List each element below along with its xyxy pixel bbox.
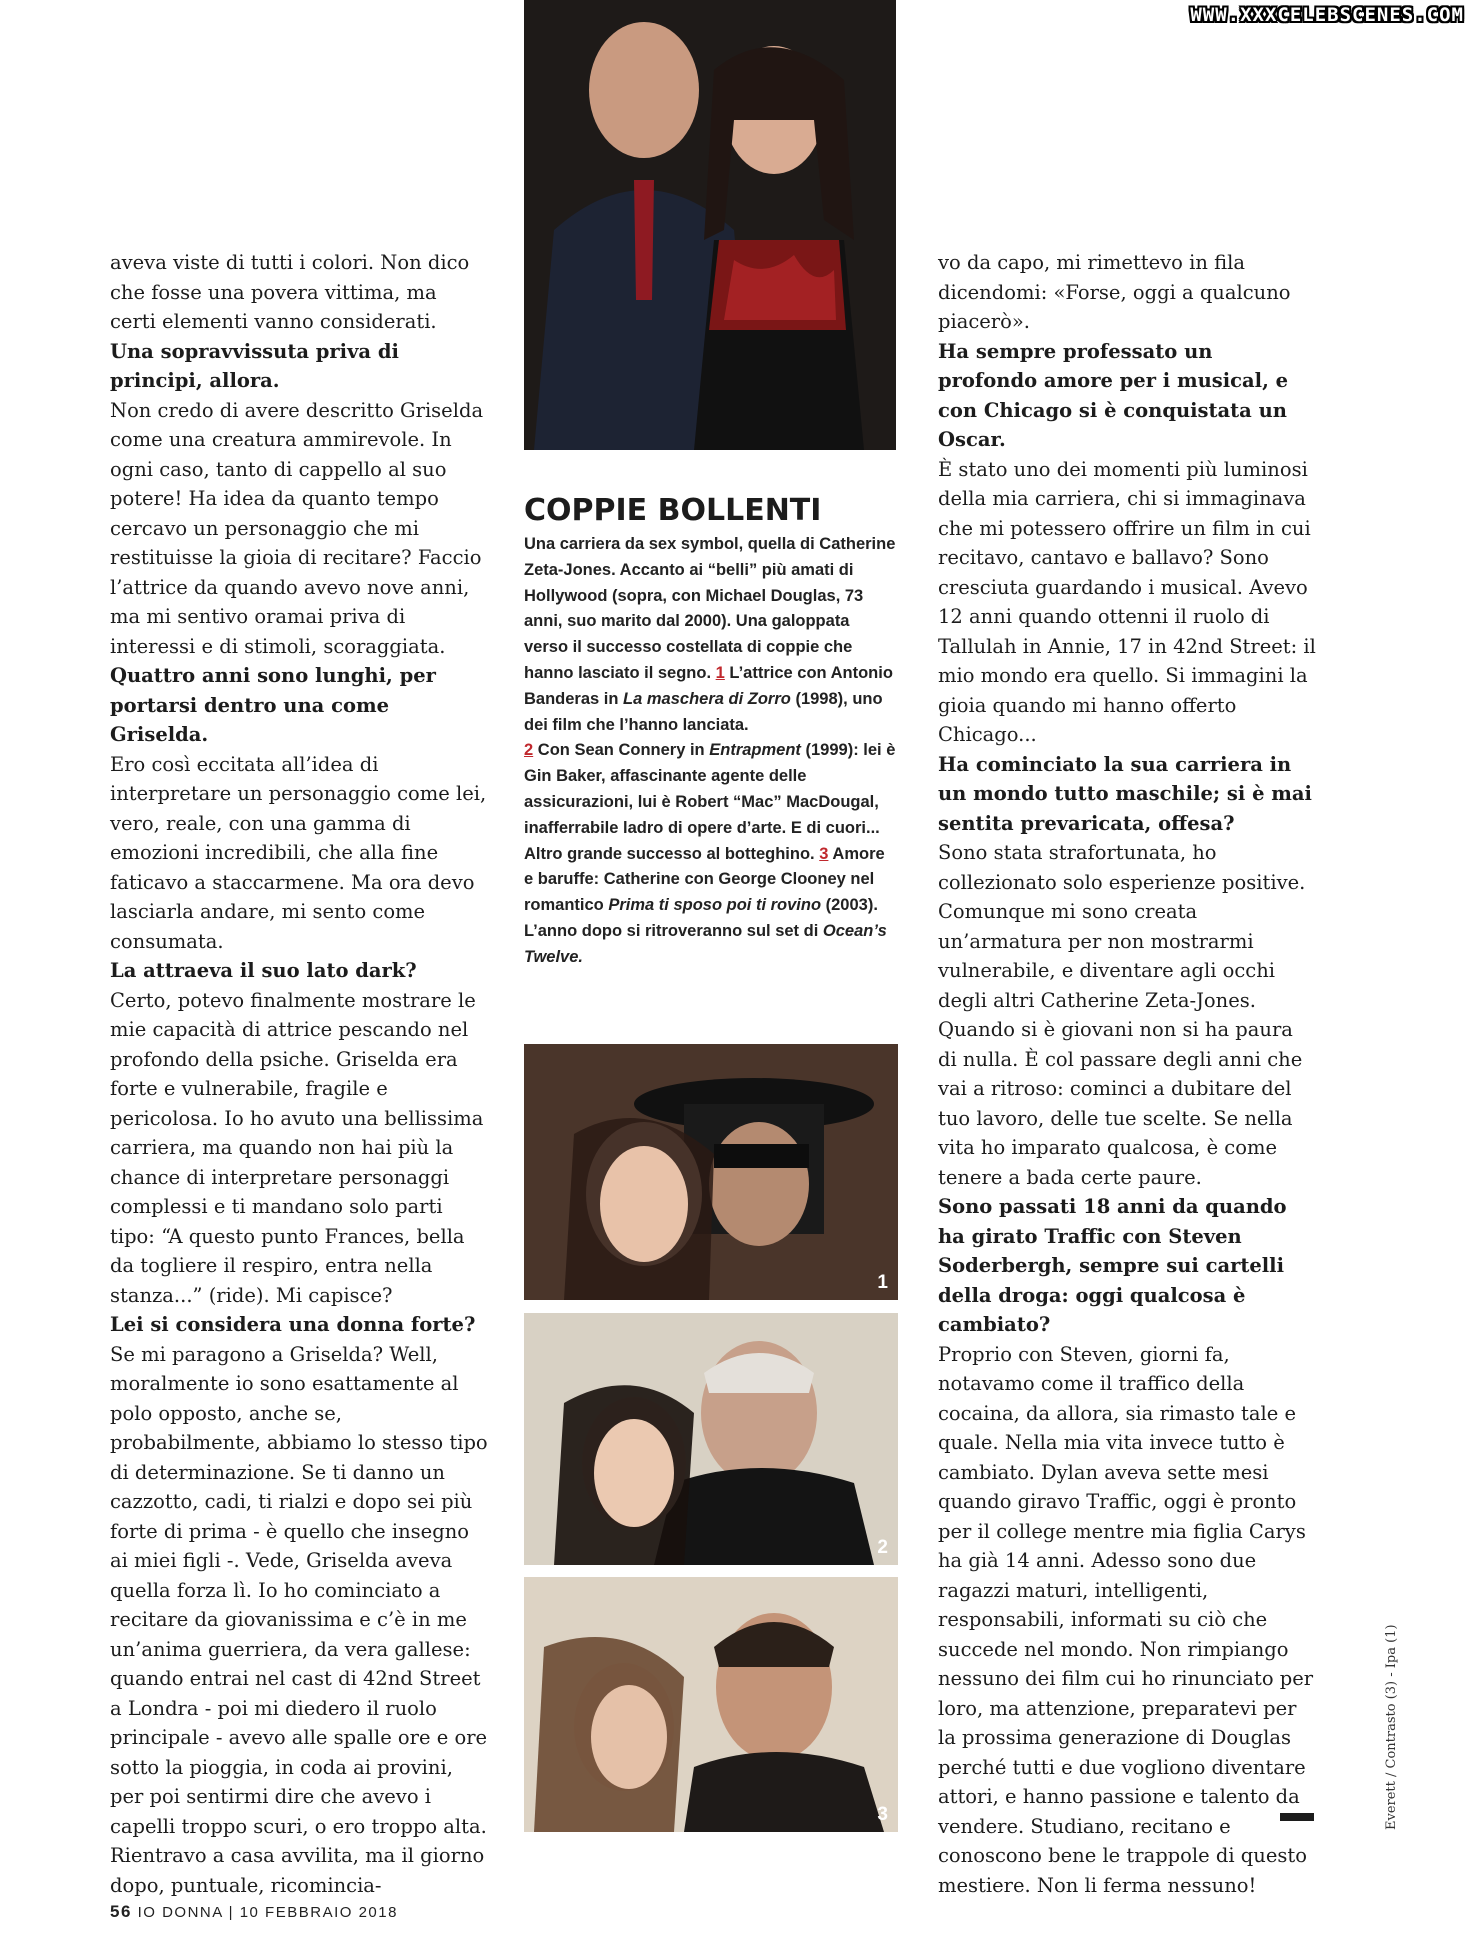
photo-credit: Everett / Contrasto (3) - Ipa (1) bbox=[1384, 1624, 1399, 1830]
question: Quattro anni sono lunghi, per portarsi dentro una come Griselda. bbox=[110, 664, 436, 746]
page-footer bbox=[110, 1902, 398, 1922]
sidebar-coppie-bollenti bbox=[524, 494, 898, 971]
caption-number-1: 1 bbox=[715, 663, 725, 682]
photo-illustration bbox=[524, 1577, 898, 1832]
sidebar-intro: Una carriera da sex symbol, quella di Catherine Zeta-Jones. Accanto ai “belli” più amati di Hollywood (sopra, con Michael Douglas, 73 anni, suo marito dal 2000). Una galoppata verso il successo costellata di coppie che hanno lasciato il segno. bbox=[524, 535, 896, 682]
photo-number-1: 1 bbox=[877, 1272, 888, 1293]
paragraph: aveva viste di tutti i colori. Non dico che fosse una povera vittima, ma certi elementi vanno considerati. bbox=[110, 251, 470, 333]
article-column-right bbox=[938, 248, 1316, 1900]
question: Lei si considera una donna forte? bbox=[110, 1313, 476, 1336]
issue-date: 10 FEBBRAIO 2018 bbox=[239, 1904, 398, 1921]
caption-3-text-a: Amore e baruffe: Catherine con George Clooney nel romantico bbox=[524, 844, 885, 915]
caption-2-text-a: Con Sean Connery in bbox=[537, 741, 705, 760]
photo-number-2: 2 bbox=[877, 1537, 888, 1558]
caption-number-2: 2 bbox=[524, 741, 534, 760]
photo-number-3: 3 bbox=[877, 1804, 888, 1825]
caption-2-film: Entrapment bbox=[709, 741, 801, 760]
photo-illustration bbox=[524, 1044, 898, 1300]
end-mark bbox=[1280, 1813, 1314, 1821]
photo-entrapment bbox=[524, 1313, 898, 1565]
photo-illustration bbox=[524, 1313, 898, 1565]
magazine-name: IO DONNA bbox=[137, 1904, 223, 1921]
paragraph: vo da capo, mi rimettevo in fila dicendomi: «Forse, oggi a qualcuno piacerò». bbox=[938, 251, 1291, 333]
photo-illustration bbox=[524, 0, 896, 450]
article-column-left bbox=[110, 248, 488, 1900]
caption-1-text-a: L’attrice con Antonio Banderas in bbox=[524, 663, 893, 708]
sidebar-title: COPPIE BOLLENTI bbox=[524, 493, 822, 528]
paragraph: Non credo di avere descritto Griselda come una creatura ammirevole. In ogni caso, tanto di cappello al suo potere! Ha idea da quanto tempo cercavo un personaggio che mi restituisse la gioia di recitare? Faccio l’attrice da quando avevo nove anni, ma mi sentivo oramai priva di interessi e di stimoli, scoraggiata. bbox=[110, 398, 484, 658]
question: La attraeva il suo lato dark? bbox=[110, 959, 417, 982]
question: Ha cominciato la sua carriera in un mondo tutto maschile; si è mai sentita prevaricata, offesa? bbox=[938, 752, 1312, 835]
sidebar-body bbox=[524, 532, 898, 971]
paragraph: Sono stata strafortunata, ho collezionato solo esperienze positive. Comunque mi sono creata un’armatura per non mostrarmi vulnerabile, e diventare agli occhi degli altri Catherine Zeta-Jones. Quando si è giovani non si ha paura di nulla. È col passare degli anni che vai a ritroso: cominci a dubitare del tuo lavoro, delle tue scelte. Se nella vita ho imparato qualcosa, è come tenere a bada certe paure. bbox=[938, 841, 1306, 1189]
paragraph: Proprio con Steven, giorni fa, notavamo come il traffico della cocaina, da allora, sia rimasto tale e quale. Nella mia vita invece tutto è cambiato. Dylan aveva sette mesi quando giravo Traffic, oggi è pronto per il college mentre mia figlia Carys ha già 14 anni. Adesso sono due ragazzi maturi, intelligenti, responsabili, informati su ciò che succede nel mondo. Non rimpiango nessuno dei film cui ho rinunciato per loro, ma attenzione, preparatevi per la prossima generazione di Douglas perché tutti e due vogliono diventare attori, e hanno passione e talento da vendere. Studiano, recitano e conoscono bene le trappole di questo mestiere. Non li ferma nessuno! bbox=[938, 1342, 1314, 1897]
watermark: WWW.XXXCELEBSCENES.COM bbox=[1190, 4, 1464, 26]
page-number: 56 bbox=[110, 1902, 132, 1921]
caption-1-text-b: (1998), uno dei film che l’hanno lanciata. bbox=[524, 689, 883, 734]
paragraph: Certo, potevo finalmente mostrare le mie capacità di attrice pescando nel profondo della psiche. Griselda era forte e vulnerabile, fragile e pericolosa. Io ho avuto una bellissima carriera, ma quando non hai più la chance di interpretare personaggi complessi e ti mandano solo parti tipo: “A questo punto Frances, bella da togliere il respiro, entra nella stanza...” (ride). Mi capisce? bbox=[110, 988, 484, 1307]
caption-3-film-2: Ocean’s Twelve. bbox=[524, 921, 887, 966]
footer-separator: | bbox=[228, 1904, 235, 1921]
caption-1-film: La maschera di Zorro bbox=[623, 689, 791, 708]
caption-3-film: Prima ti sposo poi ti rovino bbox=[608, 896, 822, 915]
paragraph: Se mi paragono a Griselda? Well, moralmente io sono esattamente al polo opposto, anche se, probabilmente, abbiamo lo stesso tipo di determinazione. Se ti danno un cazzotto, cadi, ti rialzi e dopo sei più forte di prima - è quello che insegno ai miei figli -. Vede, Griselda aveva quella forza lì. Io ho cominciato a recitare da giovanissima e c’è in me un’anima guerriera, da vera gallese: quando entrai nel cast di 42nd Street a Londra - poi mi diedero il ruolo principale - avevo alle spalle ore e ore sotto la pioggia, in coda ai provini, per poi sentirmi dire che avevo i capelli troppo scuri, o ero troppo alta. Rientravo a casa avvilita, ma il giorno dopo, puntuale, ricomincia- bbox=[110, 1342, 488, 1897]
caption-number-3: 3 bbox=[819, 844, 829, 863]
photo-prima-ti-sposo bbox=[524, 1577, 898, 1832]
question: Ha sempre professato un profondo amore per i musical, e con Chicago si è conquistata un Oscar. bbox=[938, 339, 1289, 451]
paragraph: Ero così eccitata all’idea di interpretare un personaggio come lei, vero, reale, con una gamma di emozioni incredibili, che alla fine faticavo a staccarmene. Ma ora devo lasciarla andare, mi sento come consumata. bbox=[110, 752, 487, 953]
caption-3-text-b: (2003). L’anno dopo si ritroveranno sul set di bbox=[524, 896, 878, 940]
question: Una sopravvissuta priva di principi, allora. bbox=[110, 339, 399, 392]
caption-2-text-b: (1999): lei è Gin Baker, affascinante agente delle assicurazioni, lui è Robert “Mac” MacDougal, inafferrabile ladro di opere d’arte. E di cuori... Altro grande successo al botteghino. bbox=[524, 741, 896, 863]
question: Sono passati 18 anni da quando ha girato Traffic con Steven Soderbergh, sempre sui cartelli della droga: oggi qualcosa è cambiato? bbox=[938, 1195, 1287, 1336]
photo-couple-main bbox=[524, 0, 896, 450]
paragraph: È stato uno dei momenti più luminosi della mia carriera, chi si immaginava che mi potessero offrire un film in cui recitavo, cantavo e ballavo? Sono cresciuta guardando i musical. Avevo 12 anni quando ottenni il ruolo di Tallulah in Annie, 17 in 42nd Street: il mio mondo era quello. Si immagini la gioia quando mi hanno offerto Chicago... bbox=[938, 457, 1316, 746]
photo-zorro bbox=[524, 1044, 898, 1300]
